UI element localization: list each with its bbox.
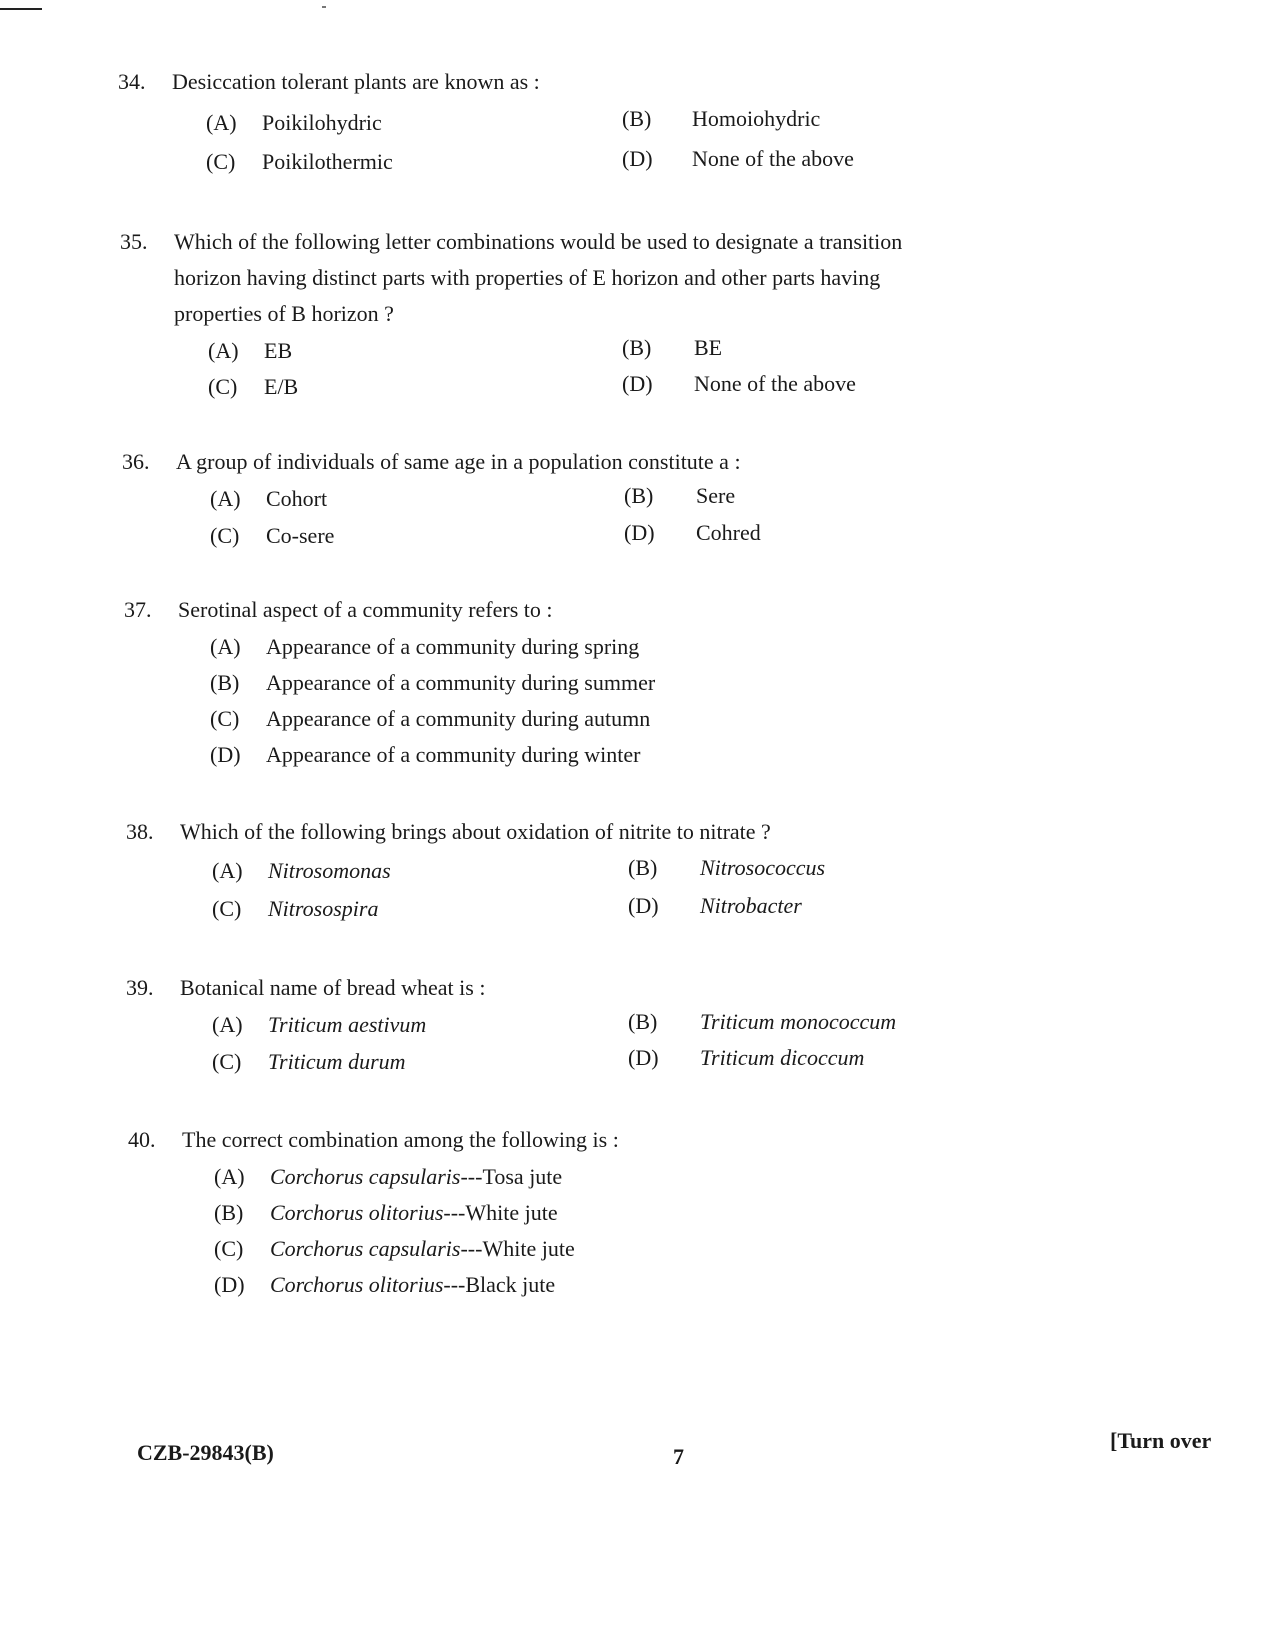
question-number: 39. — [126, 975, 154, 1000]
option-a: (A) Triticum aestivum — [212, 1012, 427, 1037]
question-text: Botanical name of bread wheat is : — [180, 975, 486, 1000]
question-text: The correct combination among the following is : — [182, 1127, 619, 1152]
question-text: Which of the following brings about oxidation of nitrite to nitrate ? — [180, 819, 771, 844]
question-35 — [120, 224, 934, 332]
option-d: (D) None of the above — [622, 371, 856, 396]
option-c: (C) Triticum durum — [212, 1049, 406, 1074]
option-a: (A) Corchorus capsularis---Tosa jute — [214, 1164, 563, 1189]
option-c: (C) E/B — [208, 374, 299, 399]
option-d: (D) Triticum dicoccum — [628, 1045, 865, 1070]
option-c: (C) Nitrosospira — [212, 896, 379, 921]
page-number: 7 — [673, 1444, 684, 1469]
scan-mark — [322, 6, 326, 8]
question-number: 35. — [120, 229, 148, 254]
question-38 — [126, 814, 940, 850]
option-a: (A) Appearance of a community during spring — [210, 634, 640, 659]
option-c: (C) Co-sere — [210, 523, 335, 548]
option-a: (A) EB — [208, 338, 293, 363]
option-b: (B) Corchorus olitorius---White jute — [214, 1200, 558, 1225]
option-d: (D) Nitrobacter — [628, 893, 802, 918]
option-d: (D) Appearance of a community during winter — [210, 742, 641, 767]
question-number: 37. — [124, 597, 152, 622]
question-number: 36. — [122, 449, 150, 474]
question-37 — [124, 592, 938, 628]
option-b: (B) Appearance of a community during summer — [210, 670, 656, 695]
paper-code: CZB-29843(B) — [137, 1440, 274, 1465]
option-a: (A) Cohort — [210, 486, 328, 511]
question-number: 40. — [128, 1127, 156, 1152]
option-b: (B) Homoiohydric — [622, 106, 821, 131]
question-number: 38. — [126, 819, 154, 844]
option-b: (B) BE — [622, 335, 723, 360]
option-a: (A) Poikilohydric — [206, 110, 382, 135]
question-text: Which of the following letter combinations would be used to designate a transition horizon having distinct parts with properties of E horizon and other parts having properties of B horizon ? — [174, 229, 903, 326]
question-number: 34. — [118, 69, 146, 94]
question-34 — [118, 64, 932, 100]
question-text: Desiccation tolerant plants are known as : — [172, 69, 540, 94]
option-d: (D) Cohred — [624, 520, 761, 545]
option-a: (A) Nitrosomonas — [212, 858, 391, 883]
question-36 — [122, 444, 936, 480]
top-rule — [0, 8, 42, 10]
question-text: Serotinal aspect of a community refers to : — [178, 597, 553, 622]
option-c: (C) Corchorus capsularis---White jute — [214, 1236, 575, 1261]
question-40 — [128, 1122, 942, 1158]
option-d: (D) None of the above — [622, 146, 854, 171]
option-b: (B) Sere — [624, 483, 736, 508]
option-c: (C) Appearance of a community during autumn — [210, 706, 651, 731]
option-c: (C) Poikilothermic — [206, 149, 393, 174]
turn-over-note: [Turn over — [1110, 1428, 1212, 1453]
option-d: (D) Corchorus olitorius---Black jute — [214, 1272, 556, 1297]
question-text: A group of individuals of same age in a population constitute a : — [176, 449, 741, 474]
question-39 — [126, 970, 940, 1006]
option-b: (B) Triticum monococcum — [628, 1009, 897, 1034]
option-b: (B) Nitrosococcus — [628, 855, 826, 880]
